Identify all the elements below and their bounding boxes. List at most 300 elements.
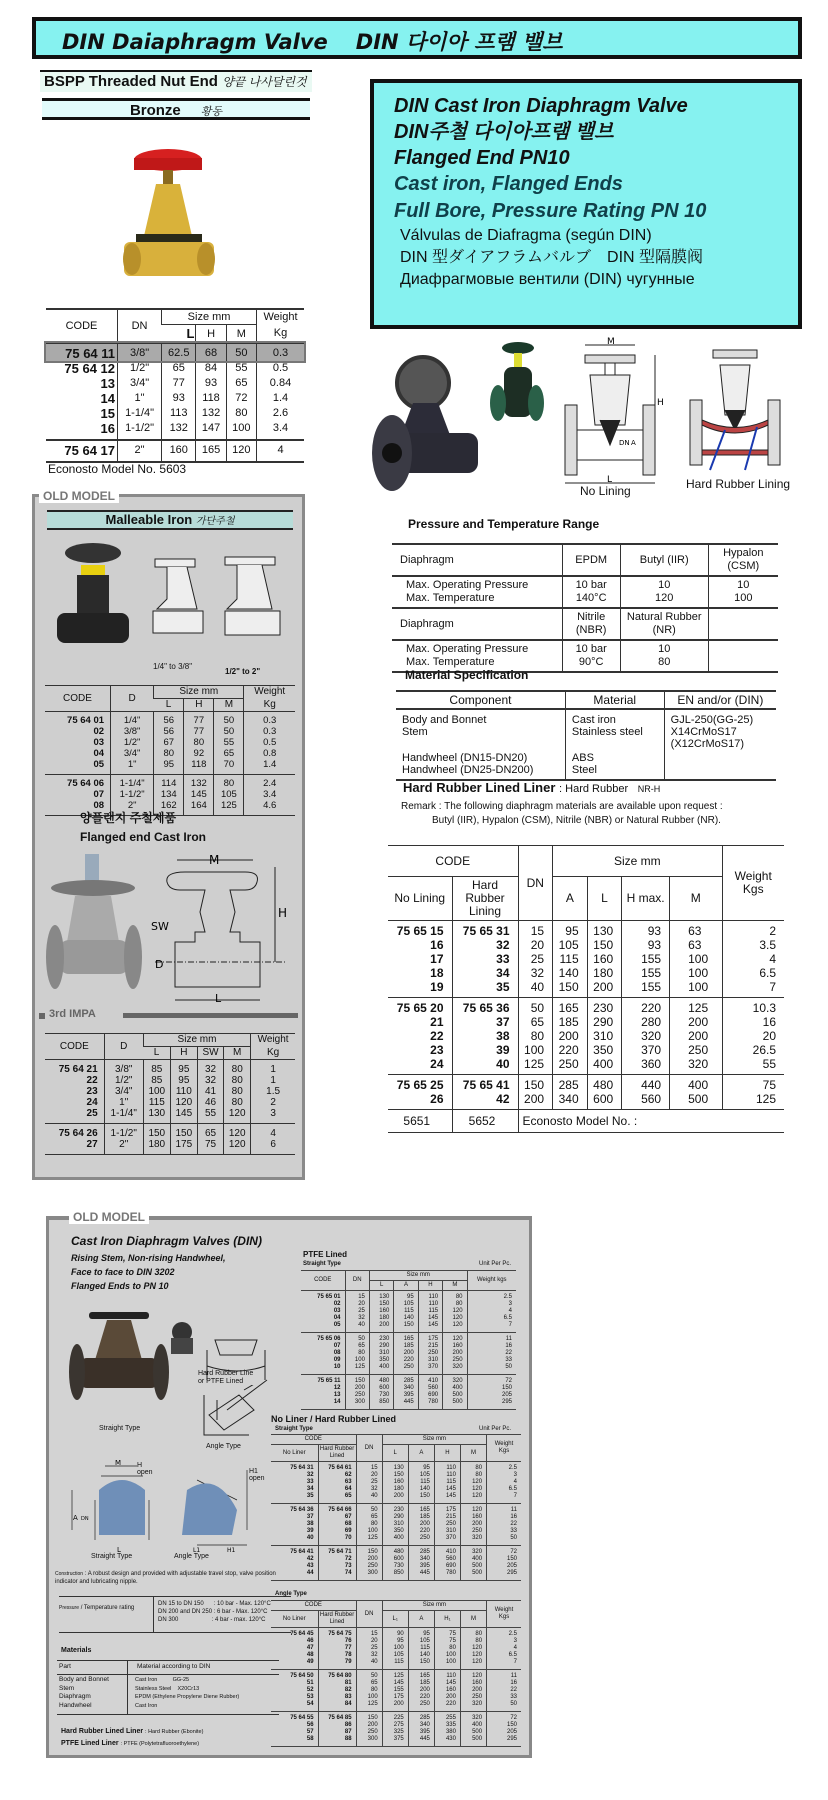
flanged-valve-image-and-diagram xyxy=(45,852,300,1002)
table-row xyxy=(301,1364,516,1375)
cell: 52 xyxy=(306,1687,314,1693)
cell: 125 xyxy=(356,1701,382,1712)
cell: 18 xyxy=(430,966,444,980)
cell: 185 xyxy=(408,1514,434,1521)
cell: 320 xyxy=(670,1057,722,1075)
cell: 87 xyxy=(318,1729,356,1736)
cell: 500 xyxy=(670,1092,722,1110)
cell: 80 xyxy=(460,1638,486,1645)
cell: 20 xyxy=(345,1301,369,1308)
cell: 105 xyxy=(214,789,244,800)
cell: 80 xyxy=(356,1687,382,1694)
cell: 13 xyxy=(333,1392,341,1398)
cell: 75 64 21 xyxy=(58,1064,98,1075)
table-row xyxy=(392,544,778,576)
col-size: Size mm xyxy=(553,846,722,877)
cell: 160 xyxy=(369,1308,393,1315)
cell: 100 xyxy=(356,1528,382,1535)
cell: Diaphragm xyxy=(392,608,562,640)
cell: 120 xyxy=(443,1315,467,1322)
col-part: Part xyxy=(59,1663,71,1670)
cell: 110 xyxy=(418,1301,442,1308)
cell: 75 65 01 xyxy=(317,1294,341,1300)
cell: 400 xyxy=(460,1722,486,1729)
cell: 130 xyxy=(143,1108,170,1124)
cell: Max. Operating Pressure Max. Temperature xyxy=(392,640,562,672)
cell: 26 xyxy=(430,1092,444,1106)
cell: 22 xyxy=(487,1687,521,1694)
cell: 3/4" xyxy=(118,376,162,391)
cell: 46 xyxy=(306,1638,314,1644)
cell: 95 xyxy=(408,1462,434,1473)
noliner-table xyxy=(271,1434,521,1581)
table-row xyxy=(271,1462,521,1473)
cell: Hypalon (CSM) xyxy=(708,544,778,576)
cell: 04 xyxy=(333,1315,341,1321)
cell: 95 xyxy=(408,1628,434,1639)
cell: 50 xyxy=(487,1701,521,1712)
cell: Diaphragm xyxy=(392,544,562,576)
cell: Cast iron Stainless steel xyxy=(565,709,664,751)
cell: 140 xyxy=(394,1315,418,1322)
table-row xyxy=(45,1139,295,1155)
cell: 132 xyxy=(162,421,196,440)
cell: 1 xyxy=(251,1060,295,1076)
col-dn: DN xyxy=(356,1435,382,1462)
cell: 0.84 xyxy=(257,376,304,391)
cell: 100 xyxy=(356,1694,382,1701)
cell: 290 xyxy=(369,1343,393,1350)
info-line: Flanged End PN10 xyxy=(394,147,570,169)
dim-dn: DN xyxy=(81,1516,89,1522)
cell: 2.5 xyxy=(467,1291,516,1302)
cell: 150 xyxy=(487,1722,521,1729)
table-row xyxy=(271,1628,521,1639)
cell: 80 xyxy=(460,1628,486,1639)
cell: 320 xyxy=(460,1535,486,1546)
cell: 70 xyxy=(318,1535,356,1546)
cell: 100 xyxy=(434,1652,460,1659)
cell: ABS Steel xyxy=(565,751,664,780)
cell: 56 xyxy=(154,726,184,737)
cell: 2 xyxy=(251,1097,295,1108)
table-row xyxy=(301,1399,516,1410)
cell: 120 xyxy=(460,1670,486,1681)
cell: 88 xyxy=(318,1736,356,1747)
cell: 38 xyxy=(452,1029,518,1043)
col-kg: Kg xyxy=(251,1047,295,1060)
cell: 65 xyxy=(162,361,196,376)
cell: 0.3 xyxy=(257,343,304,361)
cell: 82 xyxy=(318,1687,356,1694)
cell: 16 xyxy=(487,1514,521,1521)
cell: 400 xyxy=(369,1364,393,1375)
cell: Max. Operating Pressure Max. Temperature xyxy=(392,576,562,608)
cell: 35 xyxy=(452,980,518,998)
cell: 22 xyxy=(430,1029,444,1043)
cell: 250 xyxy=(460,1528,486,1535)
cell: 160 xyxy=(460,1514,486,1521)
cell: 250 xyxy=(553,1057,588,1075)
cell: 55 xyxy=(722,1057,784,1075)
cell: 3 xyxy=(467,1301,516,1308)
cell: 320 xyxy=(622,1029,670,1043)
dim-m: M xyxy=(607,337,615,347)
cell: 150 xyxy=(170,1124,197,1140)
rating-label-small: Pressure xyxy=(59,1605,80,1611)
cell: 50 xyxy=(214,726,244,737)
table-row xyxy=(45,775,295,790)
cell: 1" xyxy=(111,759,154,775)
cell: 10 120 xyxy=(620,576,708,608)
cell: 80 xyxy=(226,406,256,421)
cell: 56 xyxy=(306,1722,314,1728)
col-d: D xyxy=(104,1034,143,1060)
cell: 65 xyxy=(356,1514,382,1521)
cell: 120 xyxy=(443,1308,467,1315)
table-row xyxy=(388,921,784,939)
cell: 400 xyxy=(382,1535,408,1546)
remark-line-2: Butyl (IIR), Hypalon (CSM), Nitrile (NBR) or Natural Rubber (NR). xyxy=(432,815,721,826)
cell: 57 xyxy=(306,1729,314,1735)
cell: 92 xyxy=(184,748,214,759)
cell: 125 xyxy=(518,1057,553,1075)
old-model-panel-2 xyxy=(46,1210,532,1758)
cell: 200 xyxy=(670,1015,722,1029)
cell: 85 xyxy=(143,1075,170,1086)
caption-large: 1/2" to 2" xyxy=(225,667,261,676)
cell: 300 xyxy=(345,1399,369,1410)
cell: 0.5 xyxy=(257,361,304,376)
remark-line-1: Remark : The following diaphragm materials are available upon request : xyxy=(401,801,723,812)
rating-line: DN 200 and DN 250 : 6 bar - Max. 120°C xyxy=(158,1609,268,1615)
col-m: M xyxy=(460,1611,486,1628)
table-row xyxy=(396,709,776,751)
hr-liner-value: : Hard Rubber (Ebonite) xyxy=(145,1729,204,1735)
table-row xyxy=(271,1712,521,1723)
cell: 81 xyxy=(318,1680,356,1687)
table-row xyxy=(271,1563,521,1570)
cell: 220 xyxy=(622,998,670,1016)
column-header: Material xyxy=(565,691,664,709)
cell: 1" xyxy=(118,391,162,406)
cell: 150 xyxy=(143,1124,170,1140)
cell: 140 xyxy=(408,1486,434,1493)
cell: 75 64 17 xyxy=(64,443,116,458)
cell: 150 xyxy=(467,1385,516,1392)
cell: 13 xyxy=(100,376,116,391)
cell: 75 64 66 xyxy=(318,1504,356,1515)
col-hard-rubber: Hard Rubber Lining xyxy=(452,877,518,921)
cell: 15 xyxy=(345,1291,369,1302)
col-l: L xyxy=(587,877,622,921)
cell: 165 xyxy=(196,440,226,462)
cell: 37 xyxy=(452,1015,518,1029)
cell: 72 xyxy=(226,391,256,406)
table-row xyxy=(46,361,304,376)
cell: 08 xyxy=(93,800,105,811)
cell: 77 xyxy=(184,712,214,727)
cell: 500 xyxy=(460,1736,486,1747)
liner-code: NR-H xyxy=(637,784,661,794)
cell: 07 xyxy=(93,789,105,800)
cell: 150 xyxy=(356,1546,382,1557)
cell: 04 xyxy=(93,748,105,759)
cell: 150 xyxy=(518,1075,553,1093)
cell: 310 xyxy=(418,1357,442,1364)
old-model-tag: OLD MODEL xyxy=(69,1210,149,1224)
table-row xyxy=(271,1722,521,1729)
table-row xyxy=(45,1124,295,1140)
table-row xyxy=(45,1086,295,1097)
cell: 33 xyxy=(467,1357,516,1364)
cell: 100 xyxy=(670,980,722,998)
cell: 3/8" xyxy=(118,343,162,361)
cell: 325 xyxy=(382,1729,408,1736)
cell: 75 64 45 xyxy=(290,1631,314,1637)
cell: 32 xyxy=(356,1486,382,1493)
dim-d: D xyxy=(155,958,164,971)
cell: 150 xyxy=(408,1659,434,1670)
cell: 95 xyxy=(394,1291,418,1302)
cell: 02 xyxy=(333,1301,341,1307)
cell: 72 xyxy=(467,1375,516,1386)
cell: 120 xyxy=(460,1493,486,1504)
table-row xyxy=(301,1350,516,1357)
cell: 4 xyxy=(467,1308,516,1315)
cell: 445 xyxy=(408,1570,434,1581)
cell: 65 xyxy=(345,1343,369,1350)
cell: 93 xyxy=(622,938,670,952)
no-lining-model-no: 5651 xyxy=(388,1110,452,1133)
cell: 200 xyxy=(382,1493,408,1504)
cell: 220 xyxy=(394,1357,418,1364)
table-row xyxy=(388,952,784,966)
cell: 75 64 11 xyxy=(65,346,116,361)
cell: 255 xyxy=(434,1712,460,1723)
cell: 41 xyxy=(197,1086,223,1097)
info-line: Válvulas de Diafragma (según DIN) xyxy=(400,227,652,244)
cell: 400 xyxy=(460,1556,486,1563)
table-row xyxy=(271,1638,521,1645)
cell: 93 xyxy=(196,376,226,391)
material-spec-title: Material Specification xyxy=(405,668,529,682)
table-row xyxy=(45,748,295,759)
col-l: L xyxy=(165,699,172,710)
rating-line: DN 300 : 4 bar - max. 120°C xyxy=(158,1617,266,1623)
cell: 17 xyxy=(430,952,444,966)
rating-table xyxy=(59,1596,291,1633)
cell: 110 xyxy=(434,1670,460,1681)
cell: 2" xyxy=(111,800,154,816)
info-line: Cast iron, Flanged Ends xyxy=(394,173,623,195)
cell: 165 xyxy=(408,1504,434,1515)
cell: 16 xyxy=(100,421,116,436)
cell: 2.5 xyxy=(487,1628,521,1639)
cell: 125 xyxy=(670,998,722,1016)
cell: 7 xyxy=(487,1493,521,1504)
cell: 67 xyxy=(154,737,184,748)
cell: 39 xyxy=(452,1043,518,1057)
cell: 250 xyxy=(443,1357,467,1364)
dim-l: L xyxy=(215,992,222,1002)
cell: 220 xyxy=(553,1043,588,1057)
cell: 150 xyxy=(487,1556,521,1563)
cell: 320 xyxy=(460,1546,486,1557)
cell: 115 xyxy=(408,1645,434,1652)
cell: 3/4" xyxy=(111,748,154,759)
cell: 200 xyxy=(518,1092,553,1110)
flanged-title: Flanged end Cast Iron xyxy=(80,830,207,844)
table-row xyxy=(271,1701,521,1712)
dim-m: M xyxy=(209,853,220,867)
cell: 105 xyxy=(408,1638,434,1645)
table-row xyxy=(388,980,784,998)
cell: 56 xyxy=(154,712,184,727)
cell: 160 xyxy=(162,440,196,462)
cell: 24 xyxy=(430,1057,444,1071)
col-code: CODE xyxy=(59,1040,89,1052)
ptfe-liner-label: PTFE Lined Liner xyxy=(61,1740,119,1747)
col-weight: Weight xyxy=(257,309,304,325)
cell: 75 64 12 xyxy=(64,361,116,376)
cell: 100 xyxy=(226,421,256,440)
cell: 20 xyxy=(518,938,553,952)
construction-note xyxy=(55,1570,295,1586)
cell: 80 xyxy=(224,1086,251,1097)
cell: 118 xyxy=(184,759,214,775)
cell: 50 xyxy=(214,712,244,727)
cell: 340 xyxy=(553,1092,588,1110)
cell: 200 xyxy=(369,1322,393,1333)
cell: 75 xyxy=(722,1075,784,1093)
cell: 63 xyxy=(670,938,722,952)
subtitle: Rising Stem, Non-rising Handwheel, xyxy=(71,1253,226,1263)
cell: 6 xyxy=(251,1139,295,1155)
cell: 75 64 01 xyxy=(67,715,105,726)
cell: 75 64 36 xyxy=(290,1507,314,1513)
cell: 175 xyxy=(382,1694,408,1701)
old-model-subtitles xyxy=(71,1251,226,1293)
table-row xyxy=(271,1652,521,1659)
cell: 250 xyxy=(434,1521,460,1528)
cell: 77 xyxy=(184,726,214,737)
col-size: Size mm xyxy=(154,686,244,699)
cell: 200 xyxy=(670,1029,722,1043)
cell: 75 xyxy=(434,1628,460,1639)
cell: 40 xyxy=(356,1493,382,1504)
cell: 3 xyxy=(487,1638,521,1645)
cell: 185 xyxy=(553,1015,588,1029)
construction-label: Construction xyxy=(55,1571,84,1577)
cell: 80 xyxy=(224,1097,251,1108)
cell: 05 xyxy=(93,759,105,770)
cell: 68 xyxy=(196,343,226,361)
cell: 200 xyxy=(460,1521,486,1528)
cell: 55 xyxy=(214,737,244,748)
col-h: H xyxy=(184,699,214,712)
cell: 68 xyxy=(318,1521,356,1528)
cell: 125 xyxy=(382,1670,408,1681)
cell xyxy=(708,640,778,672)
cell: 100 xyxy=(345,1357,369,1364)
cell: 32 xyxy=(197,1060,223,1076)
cell: 80 xyxy=(154,748,184,759)
cell: 33 xyxy=(487,1528,521,1535)
cell: 1 xyxy=(251,1075,295,1086)
cell: 730 xyxy=(369,1392,393,1399)
cell: 63 xyxy=(670,921,722,939)
cell: 220 xyxy=(434,1701,460,1712)
table-row xyxy=(301,1343,516,1350)
cell: 250 xyxy=(670,1043,722,1057)
col-m: M xyxy=(226,325,256,344)
cell: 295 xyxy=(487,1570,521,1581)
cell: 75 64 55 xyxy=(290,1715,314,1721)
cell: 7 xyxy=(722,980,784,998)
cell: 1.4 xyxy=(244,759,295,775)
cell: 42 xyxy=(452,1092,518,1110)
kgs-label: Kgs xyxy=(498,1448,510,1454)
cell: 120 xyxy=(460,1645,486,1652)
cell: 125 xyxy=(722,1092,784,1110)
angle-table xyxy=(271,1600,521,1747)
cell: 140 xyxy=(408,1652,434,1659)
cell: 95 xyxy=(382,1638,408,1645)
cell: 80 xyxy=(184,737,214,748)
cell: 145 xyxy=(434,1486,460,1493)
table-row xyxy=(271,1486,521,1493)
cell: 285 xyxy=(408,1546,434,1557)
table-row xyxy=(301,1308,516,1315)
cell: 400 xyxy=(670,1075,722,1093)
cell: 200 xyxy=(345,1385,369,1392)
cell: 27 xyxy=(86,1139,98,1150)
cell: 73 xyxy=(318,1563,356,1570)
dim-dn: DN xyxy=(619,439,630,447)
cell: 50 xyxy=(487,1535,521,1546)
cell: 200 xyxy=(408,1521,434,1528)
cell: 03 xyxy=(333,1308,341,1314)
cell: 160 xyxy=(587,952,622,966)
cell: 175 xyxy=(418,1333,442,1344)
cell: 310 xyxy=(369,1350,393,1357)
cell: 4 xyxy=(487,1645,521,1652)
col-weight: Weight kgs xyxy=(467,1271,516,1291)
bronze-valve-image xyxy=(118,146,222,286)
cell: 100 xyxy=(670,966,722,980)
cell: 75 65 15 xyxy=(396,924,444,938)
cell: 125 xyxy=(214,800,244,816)
cell: 145 xyxy=(434,1680,460,1687)
cell: 34 xyxy=(452,966,518,980)
cell xyxy=(708,608,778,640)
cell: 4 xyxy=(251,1124,295,1140)
cell: 3.5 xyxy=(722,938,784,952)
cell: 480 xyxy=(587,1075,622,1093)
cell: 16 xyxy=(430,938,444,952)
col-size: Size mm xyxy=(382,1435,486,1445)
cell: 6.5 xyxy=(487,1486,521,1493)
old-model-panel-1 xyxy=(32,489,305,1180)
cell: 380 xyxy=(434,1729,460,1736)
cell: 120 xyxy=(224,1108,251,1124)
cell: 120 xyxy=(226,440,256,462)
weight-label: Weight xyxy=(494,1441,514,1447)
cell: 105 xyxy=(382,1652,408,1659)
cell: 180 xyxy=(369,1315,393,1322)
table-row xyxy=(388,966,784,980)
